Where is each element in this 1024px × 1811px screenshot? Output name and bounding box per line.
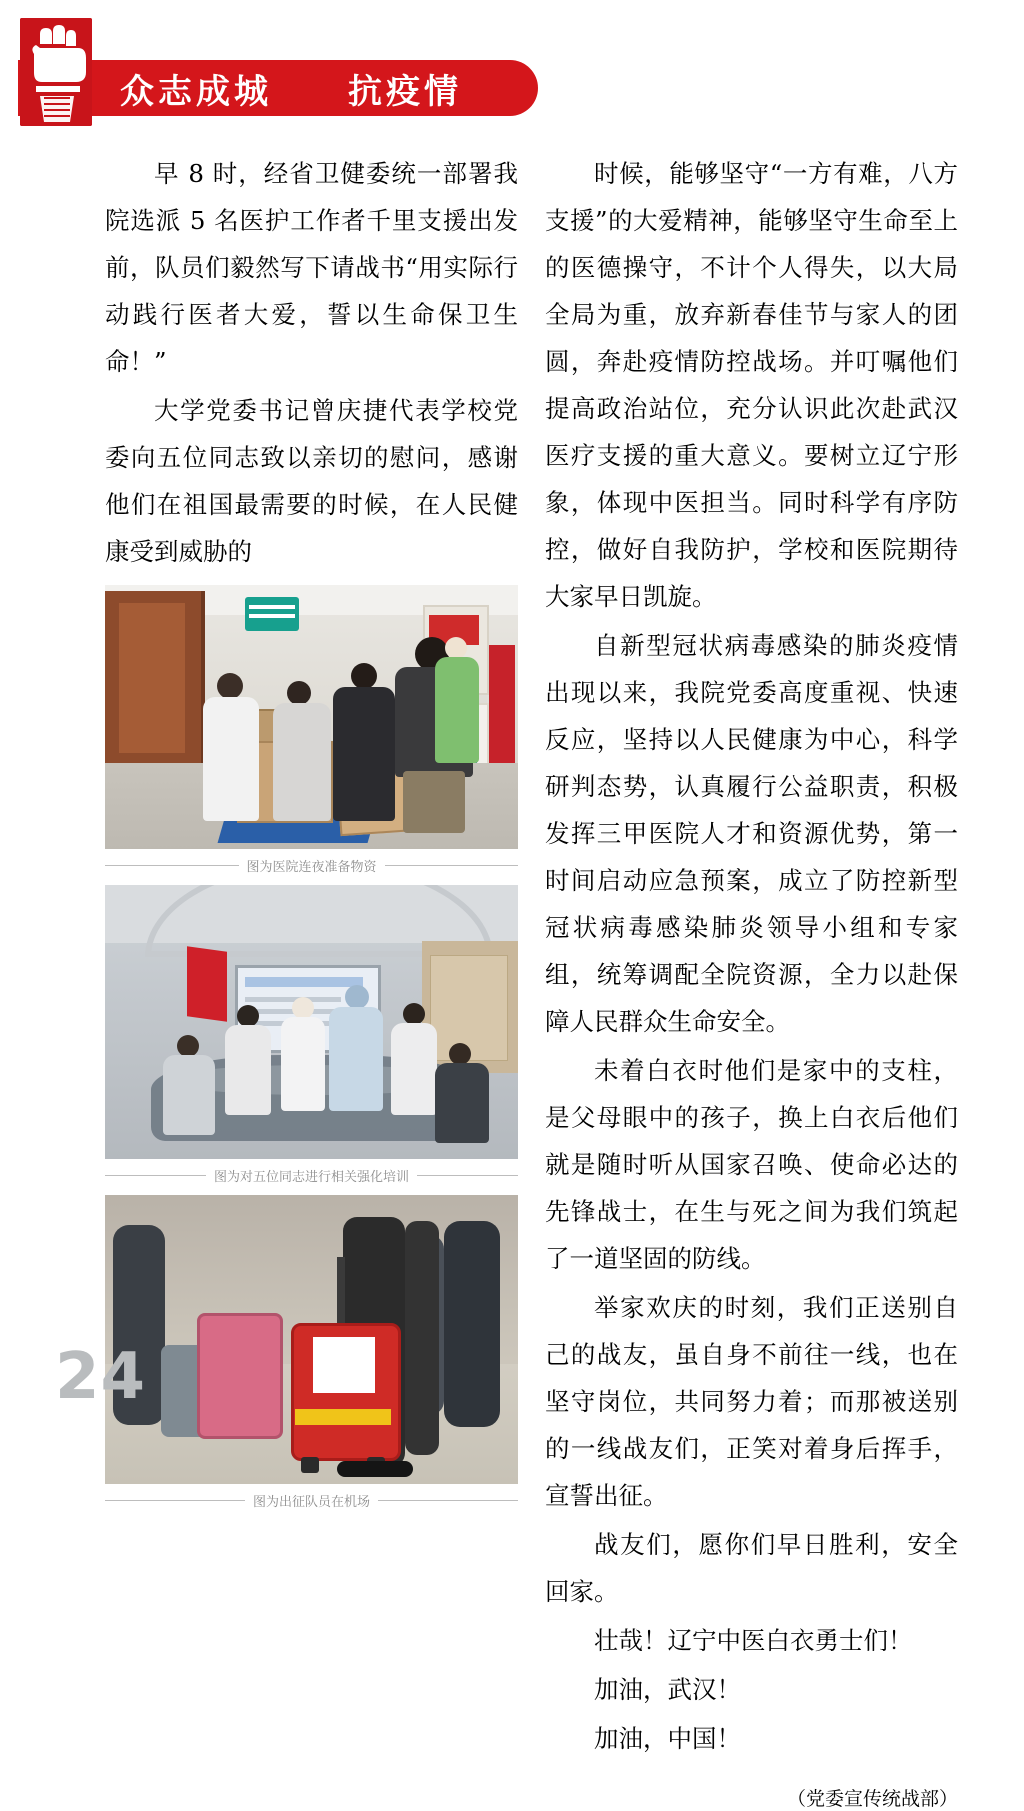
right-column <box>545 150 958 1811</box>
figure-caption <box>105 1166 518 1185</box>
article-signature: （党委宣传统战部） <box>786 1788 958 1810</box>
caption-rule-left <box>105 1175 206 1176</box>
figure-airport <box>105 1195 518 1510</box>
caption-rule-right <box>417 1175 518 1176</box>
paragraph: 举家欢庆的时刻，我们正送别自己的战友，虽自身不前往一线，也在坚守岗位，共同努力着；而那被送别的一线战友们，正笑对着身后挥手，宣誓出征。 <box>545 1293 958 1510</box>
caption-text: 图为医院连夜准备物资 <box>246 860 377 875</box>
paragraph: 大学党委书记曾庆捷代表学校党委向五位同志致以亲切的慰问，感谢他们在祖国最需要的时候，在人民健康受到威胁的 <box>105 396 518 566</box>
caption-rule-right <box>385 865 519 866</box>
paragraph: 壮哉！辽宁中医白衣勇士们！ <box>594 1626 913 1655</box>
page-number: 24 <box>55 1340 147 1414</box>
page-header <box>0 0 1024 135</box>
caption-rule-right <box>378 1500 518 1501</box>
training-meeting-photo <box>105 885 518 1159</box>
caption-text: 图为对五位同志进行相关强化培训 <box>214 1170 410 1185</box>
paragraph: 未着白衣时他们是家中的支柱，是父母眼中的孩子，换上白衣后他们就是随时听从国家召唤、使命必达的先锋战士，在生与死之间为我们筑起了一道坚固的防线。 <box>545 1056 958 1273</box>
caption-rule-left <box>105 1500 245 1501</box>
figure-caption <box>105 856 518 875</box>
paragraph: 时候，能够坚守“一方有难，八方支援”的大爱精神，能够坚守生命至上的医德操守，不计个人得失，以大局全局为重，放弃新春佳节与家人的团圆，奔赴疫情防控战场。并叮嘱他们提高政治站位，充分认识此次赴武汉医疗支援的重大意义。要树立辽宁形象，体现中医担当。同时科学有序防控，做好自我防护，学校和医院期待大家早日凯旋。 <box>545 159 958 611</box>
paragraph: 加油，武汉！ <box>594 1675 741 1704</box>
figure-training <box>105 885 518 1185</box>
paragraph: 早 8 时，经省卫健委统一部署我院选派 5 名医护工作者千里支援出发前，队员们毅然写下请战书“用实际行动践行医者大爱，誓以生命保卫生命！” <box>105 159 518 376</box>
figure-supplies <box>105 585 518 875</box>
caption-rule-left <box>105 865 239 866</box>
figure-caption <box>105 1491 518 1510</box>
caption-text: 图为出征队员在机场 <box>253 1495 371 1510</box>
left-column <box>105 150 518 1510</box>
page-title: 众志成城 抗疫情 <box>120 72 462 112</box>
paragraph: 加油，中国！ <box>594 1724 741 1753</box>
paragraph: 战友们，愿你们早日胜利，安全回家。 <box>545 1530 958 1606</box>
paragraph: 自新型冠状病毒感染的肺炎疫情出现以来，我院党委高度重视、快速反应，坚持以人民健康为中心，科学研判态势，认真履行公益职责，积极发挥三甲医院人才和资源优势，第一时间启动应急预案，成立了防控新型冠状病毒感染肺炎领导小组和专家组，统筹调配全院资源，全力以赴保障人民群众生命安全。 <box>545 631 958 1036</box>
hospital-supplies-photo <box>105 585 518 849</box>
airport-departure-photo <box>105 1195 518 1484</box>
raised-fist-icon <box>20 18 92 126</box>
article-body <box>0 150 1024 1810</box>
